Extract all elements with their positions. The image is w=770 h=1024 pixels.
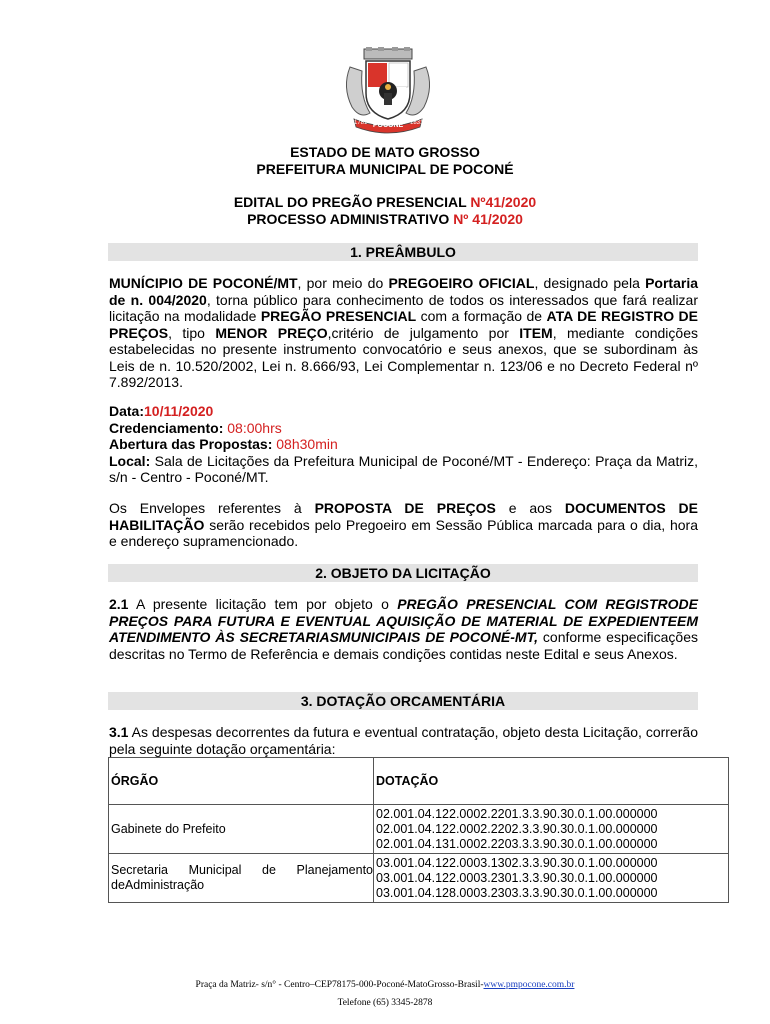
credenciamento-value: 08:00hrs — [227, 419, 282, 436]
edital-number: Nº41/2020 — [470, 194, 537, 210]
preamble-segment: , designado pela — [534, 275, 646, 291]
object-paragraph — [109, 596, 698, 662]
section-3-heading: 3. DOTAÇÃO ORCAMENTÁRIA — [108, 692, 698, 710]
envelopes-segment: PROPOSTA DE PREÇOS — [314, 500, 496, 516]
preamble-segment: Portaria de n. 004/2020 — [109, 275, 698, 308]
orgao-cell: Secretaria Municipal de Planejamento deAdministração — [109, 854, 374, 903]
object-lead-text: A presente licitação tem por objeto o — [128, 596, 398, 612]
credenciamento-line — [109, 420, 698, 437]
crest-year-right: 1831 — [410, 120, 424, 126]
envelopes-segment: serão recebidos pelo Pregoeiro em Sessão Pública marcada para o dia, hora e endereço supramencionado. — [109, 516, 698, 549]
preamble-segment: PREGOEIRO OFICIAL — [388, 275, 535, 291]
object-tail-text: conforme especificações descritas no Termo de Referência e demais condições contidas neste Edital e seus Anexos. — [109, 629, 698, 662]
table-row — [109, 854, 729, 903]
data-label: Data: — [109, 403, 145, 419]
preamble-segment: com a formação de — [416, 308, 547, 324]
footer-address-text: Praça da Matriz- s/n° - Centro–CEP78175-000-Poconé-MatoGrosso-Brasil- — [195, 980, 484, 990]
preamble-segment: ITEM — [519, 324, 553, 341]
schedule-block — [109, 403, 698, 486]
preamble-segment: MUNÍCIPIO DE POCONÉ/MT — [109, 275, 298, 291]
dotacao-code: 03.001.04.128.0003.2303.3.3.90.30.0.1.00.000000 — [376, 885, 658, 900]
abertura-line — [109, 436, 698, 453]
preamble-segment: MENOR PREÇO — [215, 324, 328, 341]
section-1-heading: 1. PREÂMBULO — [108, 243, 698, 261]
data-line — [109, 403, 698, 420]
table-header-row — [109, 758, 729, 805]
edital-title — [0, 194, 770, 211]
object-item-number: 2.1 — [109, 596, 129, 612]
orgao-cell: Gabinete do Prefeito — [109, 805, 374, 854]
dotacao-code: 02.001.04.122.0002.2202.3.3.90.30.0.1.00.000000 — [376, 821, 658, 836]
local-value: Sala de Licitações da Prefeitura Municipal de Poconé/MT - Endereço: Praça da Matriz, s/n - Centro - Poconé/MT. — [109, 452, 698, 485]
processo-title — [0, 211, 770, 228]
dotacao-cell — [374, 854, 729, 903]
envelopes-segment: e aos — [495, 500, 565, 516]
preamble-segment: , torna público para conhecimento de todos os interessados que fará realizar licitação na modalidade — [109, 291, 699, 324]
processo-number: Nº 41/2020 — [453, 211, 523, 227]
prefecture-title: PREFEITURA MUNICIPAL DE POCONÉ — [256, 161, 514, 177]
preamble-segment: , mediante condições estabelecidas no presente instrumento convocatório e seus anexos, que se subordinam às Leis de n. 10.520/2002, Lei n. 8.666/93, Lei Complementar n. 123/06 e no Decreto Federal nº 7.892/2013. — [109, 324, 698, 390]
abertura-label: Abertura das Propostas: — [109, 436, 277, 452]
edital-prefix: EDITAL DO PREGÃO PRESENCIAL — [233, 194, 471, 210]
dotacao-paragraph — [109, 724, 698, 757]
local-label: Local: — [109, 452, 151, 469]
local-line — [109, 453, 698, 486]
crest-year-left: 1781 — [354, 120, 368, 126]
dotacao-table — [108, 757, 729, 903]
footer-website-link[interactable]: www.pmpocone.com.br — [483, 980, 575, 990]
dotacao-code: 03.001.04.122.0003.2301.3.3.90.30.0.1.00.000000 — [376, 870, 658, 885]
preamble-segment: PREGÃO PRESENCIAL — [260, 308, 417, 324]
orgao-column-header: ÓRGÃO — [109, 758, 374, 805]
section-2-heading: 2. OBJETO DA LICITAÇÃO — [108, 564, 698, 582]
preamble-segment: , por meio do — [297, 275, 389, 291]
footer-phone: Telefone (65) 3345-2878 — [337, 998, 433, 1008]
crest-banner-text: POCONÉ — [372, 122, 404, 129]
processo-prefix: PROCESSO ADMINISTRATIVO — [247, 211, 454, 227]
preamble-paragraph — [109, 275, 698, 391]
dotacao-column-header: DOTAÇÃO — [374, 758, 729, 805]
data-value: 10/11/2020 — [144, 403, 214, 419]
footer-address — [0, 980, 770, 990]
preamble-segment: , tipo — [168, 324, 216, 341]
envelopes-segment: DOCUMENTOS DE HABILITAÇÃO — [109, 500, 698, 533]
envelopes-paragraph — [109, 500, 698, 550]
dotacao-code: 03.001.04.122.0003.1302.3.3.90.30.0.1.00.000000 — [376, 855, 658, 870]
table-row — [109, 805, 729, 854]
preamble-segment: ,critério de julgamento por — [327, 324, 520, 341]
dotacao-code: 02.001.04.131.0002.2203.3.3.90.30.0.1.00.000000 — [376, 836, 658, 851]
credenciamento-label: Credenciamento: — [109, 419, 228, 436]
object-description: PREGÃO PRESENCIAL COM REGISTRODE PREÇOS PARA FUTURA E EVENTUAL AQUISIÇÃO DE MATERIAL DE EXPEDIENTEEM ATENDIMENTO ÀS SECRETARIASMUNICIPAIS DE POCONÉ-MT, — [109, 596, 698, 645]
state-title: ESTADO DE MATO GROSSO — [290, 144, 480, 160]
preamble-segment: ATA DE REGISTRO DE PREÇOS — [109, 308, 698, 341]
dotacao-cell — [374, 805, 729, 854]
dotacao-item-number: 3.1 — [109, 724, 129, 740]
envelopes-segment: Os Envelopes referentes à — [109, 500, 315, 516]
dotacao-code: 02.001.04.122.0002.2201.3.3.90.30.0.1.00.000000 — [376, 806, 658, 821]
dotacao-text: As despesas decorrentes da futura e eventual contratação, objeto desta Licitação, correrão pela seguinte dotação orçamentária: — [109, 724, 698, 757]
abertura-value: 08h30min — [276, 436, 338, 452]
